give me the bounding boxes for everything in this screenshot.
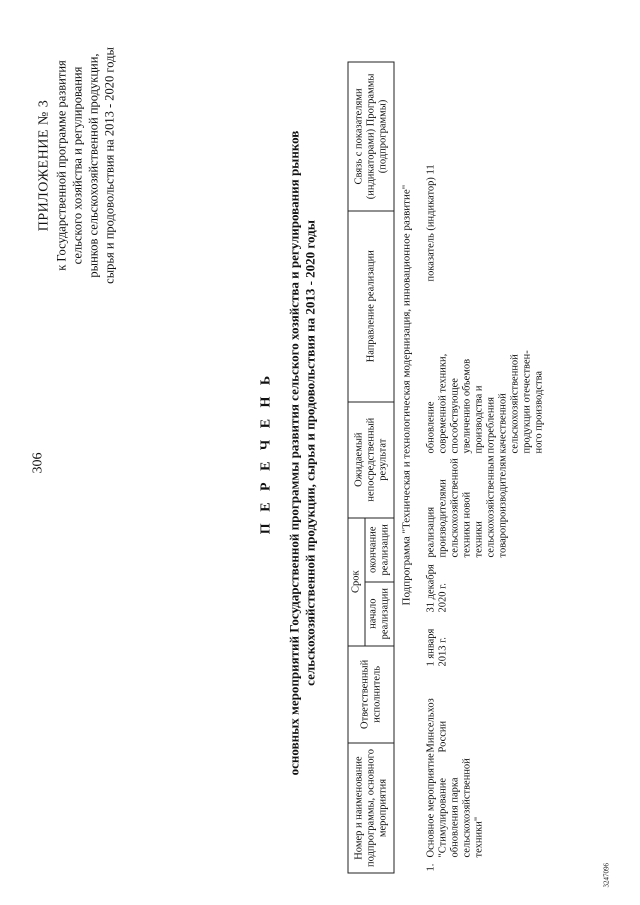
appendix-line: к Государственной программе развития [54, 59, 68, 271]
subprogram-caption: Подпрограмма "Техническая и технологическая модернизация, инновационное развитие" [400, 184, 412, 605]
row-direction: обновление современной техники, способствующее увеличению объемов производства и потребления качественной сельскохозяйственной продукции отечествен-ного производства [425, 349, 544, 453]
heading-line-2: сельскохозяйственной продукции, сырья и продовольствия на 2013 - 2020 годы [302, 219, 317, 686]
col-expected-result: Ожидаемый непосредственный результат [348, 401, 394, 517]
col-direction: Направление реализации [348, 210, 394, 401]
row-result: реализация производителями сельскохозяйственной техники новой техники сельскохозяйственным товаропроизводителям [425, 454, 508, 557]
appendix-line: сырья и продовольствия на 2013 - 2020 годы [102, 46, 116, 284]
appendix-block [36, 15, 117, 315]
appendix-line: рынков сельскохозяйственной продукции, [86, 52, 100, 278]
row-name: Основное мероприятие "Стимулирование обновления парка сельскохозяйственной техники" [425, 752, 484, 857]
col-number-name: Номер и наименование подпрограммы, основного мероприятия [348, 743, 394, 873]
document-id: 3247096 [602, 862, 610, 887]
page-number: 306 [30, 452, 45, 473]
row-end: 31 декабря 2020 г. [425, 563, 448, 612]
document-heading [258, 30, 318, 875]
row-number: 1. [425, 863, 436, 871]
col-responsible: Ответственный исполнитель [348, 645, 394, 742]
col-term-end: окончание реализации [365, 517, 394, 581]
appendix-line: сельского хозяйства и регулирования [70, 66, 84, 264]
appendix-title: ПРИЛОЖЕНИЕ № 3 [36, 99, 51, 231]
activities-table-header [347, 61, 394, 873]
row-responsible: Минсельхоз России [425, 697, 448, 752]
heading-line-1: основных мероприятий Государственной программы развития сельского хозяйства и регулирования рынков [286, 130, 301, 775]
row-start: 1 января 2013 г. [425, 628, 448, 666]
col-term-start: начало реализации [365, 581, 394, 645]
col-link: Связь с показателями (индикаторами) Программы (подпрограммы) [348, 62, 394, 211]
row-link: показатель (индикатор) 11 [425, 163, 436, 281]
heading-title: П Е Р Е Ч Е Н Ь [258, 371, 273, 534]
col-term: Срок [348, 517, 365, 645]
